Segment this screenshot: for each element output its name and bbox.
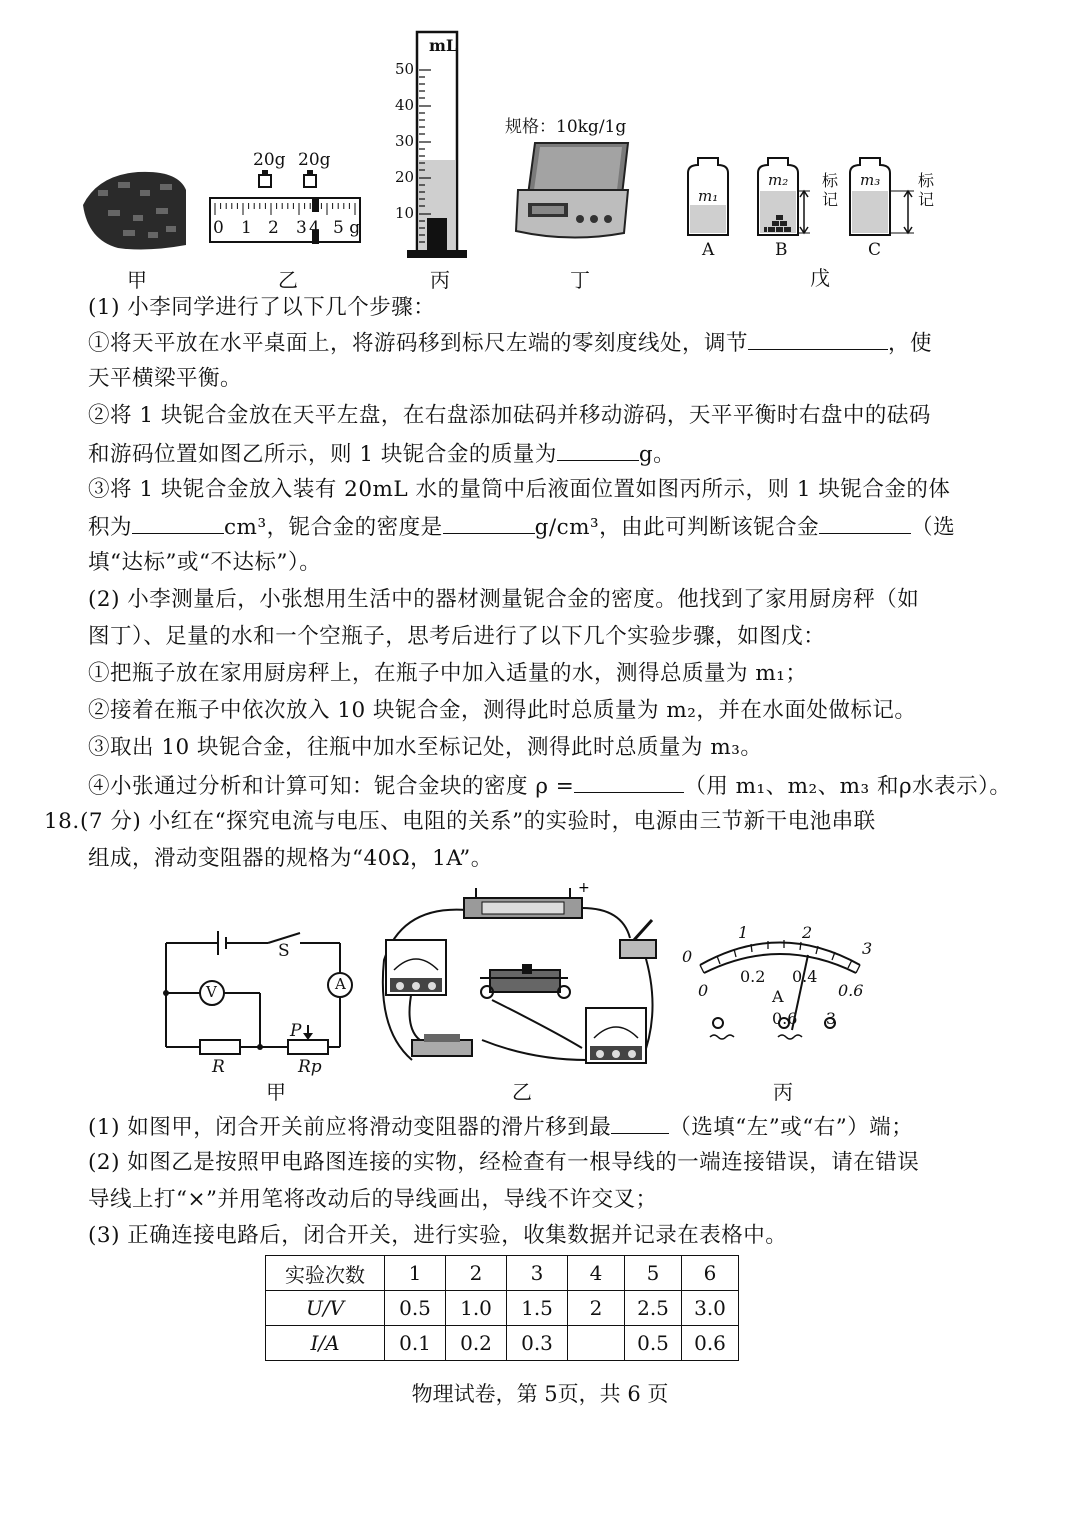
step3-text-c: g/cm³，由此可判断该铌合金 xyxy=(534,515,820,540)
answer-blank-standard[interactable] xyxy=(819,511,911,534)
ammeter-label: A xyxy=(335,975,346,993)
answer-blank-direction[interactable] xyxy=(611,1111,669,1134)
svg-text:+: + xyxy=(578,880,590,896)
dial-bottom-06: 0.6 xyxy=(838,981,864,1000)
table-cell: 0.5 xyxy=(625,1326,682,1361)
table-cell: 2.5 xyxy=(625,1291,682,1326)
table-header-cell: 3 xyxy=(507,1256,568,1291)
scale-num-4: 4 xyxy=(309,218,320,238)
terminal-3: 3 xyxy=(826,1009,837,1028)
table-cell: I/A xyxy=(266,1326,385,1361)
fig-label-jia: 甲 xyxy=(127,268,147,292)
weight-label-1: 20g xyxy=(253,150,286,170)
table-cell: 1.5 xyxy=(507,1291,568,1326)
fig-label-ding: 丁 xyxy=(570,268,590,292)
part1-step2-line1: ②将 1 块铌合金放在天平左盘，在右盘添加砝码并移动游码，天平平衡时右盘中的砝码 xyxy=(88,403,931,428)
step4-tail: （用 m₁、m₂、m₃ 和ρ水表示）。 xyxy=(684,774,1012,799)
table-cell: 0.6 xyxy=(682,1326,739,1361)
table-header-cell: 6 xyxy=(682,1256,739,1291)
table-header-cell: 实验次数 xyxy=(266,1256,385,1291)
q18-fig-label-yi: 乙 xyxy=(512,1080,532,1104)
dial-bottom-02: 0.2 xyxy=(740,967,766,986)
voltmeter-label: V xyxy=(206,983,217,1001)
part2-step2: ②接着在瓶子中依次放入 10 块铌合金，测得此时总质量为 m₂，并在水面处做标记。 xyxy=(88,698,917,723)
q18-line1: (7 分) 小红在“探究电流与电压、电阻的关系”的实验时，电源由三节新干电池串联 xyxy=(80,809,876,834)
answer-blank-density[interactable] xyxy=(443,511,535,534)
table-header-cell: 4 xyxy=(568,1256,625,1291)
table-row xyxy=(266,1291,739,1326)
q18-sub1 xyxy=(88,1111,913,1143)
part1-step3-line1: ③将 1 块铌合金放入装有 20mL 水的量筒中后液面位置如图丙所示，则 1 块铌合金的体 xyxy=(88,477,951,502)
weight-label-2: 20g xyxy=(298,150,331,170)
table-cell-empty[interactable] xyxy=(568,1326,625,1361)
step3-text-a: 积为 xyxy=(88,515,133,540)
ammeter-dial-figure xyxy=(680,925,880,1075)
part2-line1: (2) 小李测量后，小张想用生活中的器材测量铌合金的密度。他找到了家用厨房秤（如 xyxy=(88,587,920,612)
kitchen-scale-spec: 规格：10kg/1g xyxy=(505,117,627,137)
balance-figure xyxy=(205,148,365,248)
terminal-06: 0.6 xyxy=(772,1009,798,1028)
fig-label-yi: 乙 xyxy=(278,268,298,292)
q18-fig-label-jia: 甲 xyxy=(266,1080,286,1104)
table-cell: 3.0 xyxy=(682,1291,739,1326)
q18-sub3: (3) 正确连接电路后，闭合开关，进行实验，收集数据并记录在表格中。 xyxy=(88,1223,788,1248)
q18-sub1-text: (1) 如图甲，闭合开关前应将滑动变阻器的滑片移到最 xyxy=(88,1115,612,1140)
step2-text: 和游码位置如图乙所示，则 1 块铌合金的质量为 xyxy=(88,442,557,467)
bottles-figure xyxy=(680,155,950,240)
table-cell: 0.2 xyxy=(446,1326,507,1361)
step3-text-d: （选 xyxy=(911,515,956,540)
table-cell: 0.1 xyxy=(385,1326,446,1361)
part2-step1: ①把瓶子放在家用厨房秤上，在瓶子中加入适量的水，测得总质量为 m₁； xyxy=(88,661,808,686)
table-cell: U/V xyxy=(266,1291,385,1326)
bottle-label-b: B xyxy=(775,240,788,260)
table-header-row xyxy=(266,1256,739,1291)
scale-num-5: 5 g xyxy=(333,218,361,238)
cylinder-tick-30: 30 xyxy=(395,132,415,150)
fig-label-bing: 丙 xyxy=(430,268,450,292)
bottle-a-mass: m₁ xyxy=(698,187,719,205)
part1-step1-line2: 天平横梁平衡。 xyxy=(88,366,243,391)
part1-step3-line3: 填“达标”或“不达标”）。 xyxy=(88,550,322,575)
q18-sub2-line1: (2) 如图乙是按照甲电路图连接的实物，经检查有一根导线的一端连接错误，请在错误 xyxy=(88,1150,920,1175)
circuit-diagram-figure xyxy=(160,925,360,1105)
part2-step3: ③取出 10 块铌合金，往瓶中加水至标记处，测得此时总质量为 m₃。 xyxy=(88,735,763,760)
scale-num-2: 2 xyxy=(268,218,279,238)
q18-sub2-line2: 导线上打“×”并用笔将改动后的导线画出，导线不许交叉； xyxy=(88,1187,658,1212)
bottle-c-mass: m₃ xyxy=(860,171,881,189)
cylinder-tick-50: 50 xyxy=(395,60,415,78)
q18-sub1-tail: （选填“左”或“右”）端； xyxy=(669,1115,914,1140)
dial-top-1: 1 xyxy=(738,923,749,942)
table-cell: 0.3 xyxy=(507,1326,568,1361)
part1-step2-line2 xyxy=(88,438,675,470)
table-header-cell: 2 xyxy=(446,1256,507,1291)
dial-top-2: 2 xyxy=(802,923,813,942)
answer-blank-mass[interactable] xyxy=(557,438,639,461)
cylinder-unit: mL xyxy=(429,36,458,55)
dial-top-3: 3 xyxy=(862,939,873,958)
dial-unit-a: A xyxy=(772,987,784,1006)
alloy-blocks-figure xyxy=(78,160,188,255)
q18-number: 18. xyxy=(44,809,80,834)
table-row xyxy=(266,1326,739,1361)
step4-text: ④小张通过分析和计算可知：铌合金块的密度 ρ = xyxy=(88,774,575,799)
bottle-label-a: A xyxy=(702,240,715,260)
answer-blank-adjust[interactable] xyxy=(748,327,888,350)
cylinder-tick-40: 40 xyxy=(395,96,415,114)
step1-text: ①将天平放在水平桌面上，将游码移到标尺左端的零刻度线处，调节 xyxy=(88,331,749,356)
physical-circuit-figure xyxy=(372,880,662,1080)
scale-num-1: 1 xyxy=(241,218,252,238)
circuit-label-switch: S xyxy=(278,941,290,961)
q18-fig-label-bing: 丙 xyxy=(773,1080,793,1104)
part1-step1-line1 xyxy=(88,327,932,359)
table-cell: 1.0 xyxy=(446,1291,507,1326)
dial-bottom-04: 0.4 xyxy=(792,967,818,986)
rheostat-label: Rp xyxy=(298,1057,322,1077)
cylinder-tick-10: 10 xyxy=(395,204,415,222)
part1-intro: (1) 小李同学进行了以下几个步骤： xyxy=(88,295,436,320)
table-header-cell: 5 xyxy=(625,1256,682,1291)
bottle-b-mass: m₂ xyxy=(768,171,789,189)
table-cell: 2 xyxy=(568,1291,625,1326)
mark-label-b: 标记 xyxy=(822,171,839,209)
fig-label-wu: 戊 xyxy=(810,266,830,290)
step1-tail: ，使 xyxy=(888,331,933,356)
scale-num-0: 0 xyxy=(213,218,224,238)
step3-text-b: cm³，铌合金的密度是 xyxy=(224,515,443,540)
dial-bottom-0: 0 xyxy=(698,981,709,1000)
slider-label: P xyxy=(290,1021,302,1041)
kitchen-scale-figure xyxy=(510,135,635,245)
bottle-label-c: C xyxy=(868,240,882,260)
answer-blank-volume[interactable] xyxy=(132,511,224,534)
part2-line2: 图丁）、足量的水和一个空瓶子，思考后进行了以下几个实验步骤，如图戊： xyxy=(88,624,826,649)
part2-step4 xyxy=(88,770,1011,802)
data-table xyxy=(265,1255,739,1361)
scale-num-3: 3 xyxy=(296,218,307,238)
resistor-label: R xyxy=(212,1057,225,1077)
cylinder-tick-20: 20 xyxy=(395,168,415,186)
table-header-cell: 1 xyxy=(385,1256,446,1291)
graduated-cylinder-figure xyxy=(395,30,475,260)
table-cell: 0.5 xyxy=(385,1291,446,1326)
mark-label-c: 标记 xyxy=(918,171,935,209)
answer-blank-rho[interactable] xyxy=(574,770,684,793)
dial-zero-top: 0 xyxy=(682,947,693,966)
page-footer: 物理试卷，第 5页，共 6 页 xyxy=(411,1382,669,1406)
q18-line2: 组成，滑动变阻器的规格为“40Ω，1A”。 xyxy=(88,846,493,871)
step2-tail: g。 xyxy=(638,442,676,467)
part1-step3-line2 xyxy=(88,511,955,543)
